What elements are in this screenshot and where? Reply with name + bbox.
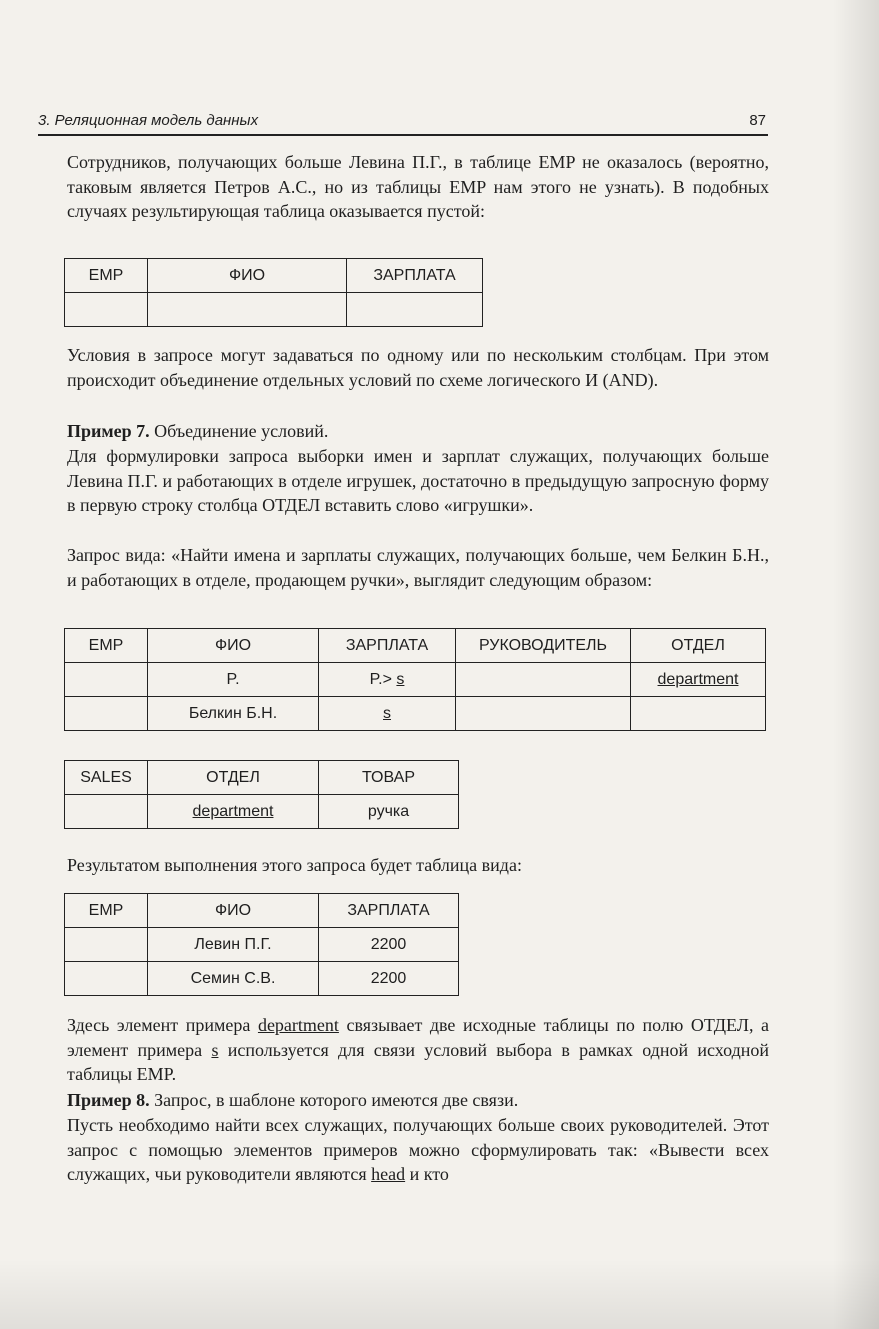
paragraph-result-intro: Результатом выполнения этого запроса будет таблица вида: xyxy=(67,855,522,875)
table-cell: P. xyxy=(148,663,319,697)
table-header-cell: EMP xyxy=(65,894,148,928)
table-header-cell: ФИО xyxy=(148,894,319,928)
example-title: Объединение условий. xyxy=(149,421,329,441)
table-cell: 2200 xyxy=(319,928,459,962)
page-edge-shadow xyxy=(833,0,879,1329)
running-header xyxy=(38,110,768,136)
table-header-cell: ЗАРПЛАТА xyxy=(319,894,459,928)
paragraph-link-explanation xyxy=(67,1013,769,1087)
text-fragment: связывает две исходные таблицы по полю ОТДЕЛ, а элемент примера xyxy=(67,1015,769,1060)
example-element-department: department xyxy=(257,1015,339,1035)
table-cell xyxy=(65,795,148,829)
paragraph-two-links xyxy=(67,1113,769,1187)
example-label: Пример 8. xyxy=(67,1090,150,1110)
table-cell xyxy=(65,697,148,731)
table-cell xyxy=(148,293,347,327)
table-cell: Семин С.В. xyxy=(148,962,319,996)
table-cell xyxy=(347,293,483,327)
example-element-s: s xyxy=(319,697,456,731)
text-fragment: и кто xyxy=(405,1164,449,1184)
table-header-cell: ОТДЕЛ xyxy=(631,629,766,663)
chapter-title: 3. Реляционная модель данных xyxy=(38,112,259,129)
example-element-department: department xyxy=(631,663,766,697)
example-element-s: s xyxy=(211,1039,219,1060)
table-cell: Левин П.Г. xyxy=(148,928,319,962)
table-cell xyxy=(631,697,766,731)
table-cell xyxy=(319,663,456,697)
table-cell xyxy=(456,663,631,697)
paragraph-query-example: Запрос вида: «Найти имена и зарплаты служащих, получающих больше, чем Белкин Б.Н., и работающих в отделе, продающем ручки», выглядит следующим образом: xyxy=(67,545,769,590)
example-title: Запрос, в шаблоне которого имеются две связи. xyxy=(149,1090,519,1110)
table-cell xyxy=(456,697,631,731)
table-emp-query xyxy=(64,628,766,731)
example-8-heading xyxy=(67,1088,769,1113)
table-cell xyxy=(65,663,148,697)
paragraph-query-formulation: Для формулировки запроса выборки имен и зарплат служащих, получающих больше Левина П.Г. и работающих в отделе игрушек, достаточно в предыдущую запросную форму в первую строку столбца ОТДЕЛ вставить слово «игрушки». xyxy=(67,446,769,515)
table-cell xyxy=(65,962,148,996)
table-header-cell: ФИО xyxy=(148,629,319,663)
table-empty-result xyxy=(64,258,483,327)
table-cell: ручка xyxy=(319,795,459,829)
page-number: 87 xyxy=(749,112,766,129)
table-header-cell: ФИО xyxy=(148,259,347,293)
table-cell xyxy=(65,293,148,327)
table-header-cell: ЗАРПЛАТА xyxy=(347,259,483,293)
table-sales-query xyxy=(64,760,459,829)
paragraph-empty-result: Сотрудников, получающих больше Левина П.Г., в таблице EMP не оказалось (вероятно, таковым является Петров А.С., но из таблицы EMP нам этого не узнать). В подобных случаях результирующая таблица оказывается пустой: xyxy=(67,152,769,221)
table-header-cell: EMP xyxy=(65,629,148,663)
example-element-head: head xyxy=(371,1164,406,1184)
table-query-result xyxy=(64,893,459,996)
paragraph-conditions: Условия в запросе могут задаваться по одному или по нескольким столбцам. При этом происходит объединение отдельных условий по схеме логического И (AND). xyxy=(67,345,769,390)
text-fragment: Здесь элемент примера xyxy=(67,1015,258,1035)
text-fragment: используется для связи условий выбора в рамках одной исходной таблицы EMP. xyxy=(67,1039,769,1084)
example-7-heading xyxy=(67,419,769,444)
cell-prefix: P.> xyxy=(369,670,392,688)
example-label: Пример 7. xyxy=(67,421,150,441)
table-header-cell: ОТДЕЛ xyxy=(148,761,319,795)
table-cell: Белкин Б.Н. xyxy=(148,697,319,731)
table-header-cell: ТОВАР xyxy=(319,761,459,795)
page-bottom-shadow xyxy=(0,1259,879,1329)
table-header-cell: EMP xyxy=(65,259,148,293)
table-header-cell: SALES xyxy=(65,761,148,795)
example-element-s: s xyxy=(396,670,405,688)
table-cell xyxy=(65,928,148,962)
table-header-cell: РУКОВОДИТЕЛЬ xyxy=(456,629,631,663)
table-header-cell: ЗАРПЛАТА xyxy=(319,629,456,663)
example-element-department: department xyxy=(148,795,319,829)
text-fragment: Пусть необходимо найти всех служащих, получающих больше своих руководителей. Этот запрос с помощью элементов примеров можно сформулировать так: «Вывести всех служащих, чьи руководители являются xyxy=(67,1115,769,1184)
table-cell: 2200 xyxy=(319,962,459,996)
